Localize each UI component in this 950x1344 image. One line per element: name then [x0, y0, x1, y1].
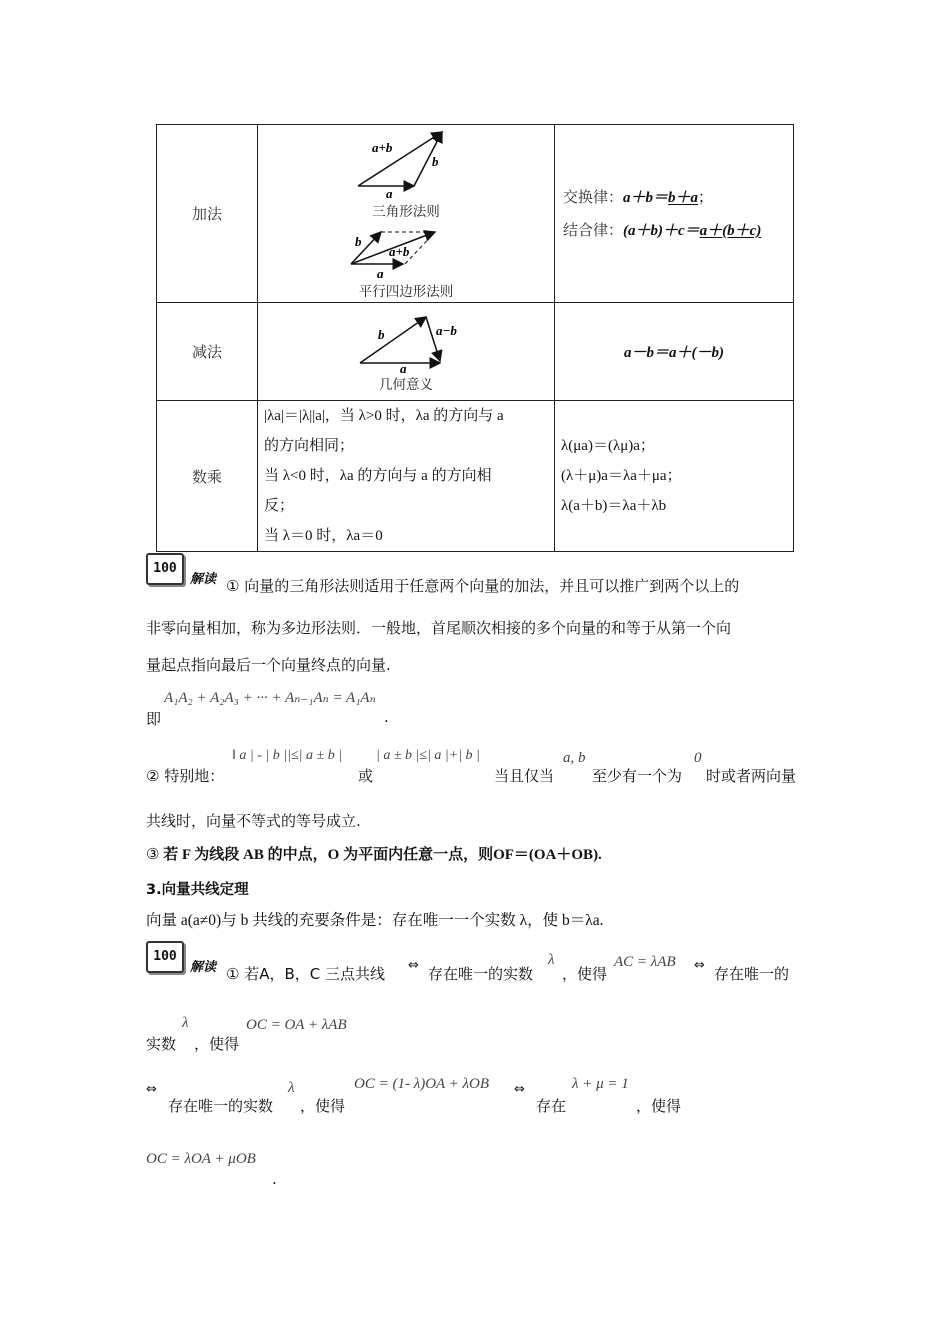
end-dot: . — [272, 1170, 277, 1188]
reading-badge-icon: 100 — [146, 941, 184, 973]
formula-dot: . — [384, 708, 389, 726]
law-rhs: a＋(b＋c) — [699, 222, 762, 239]
when-text: 当且仅当 — [494, 767, 555, 785]
iff-icon: ⇔ — [408, 958, 419, 973]
law-label: 结合律： — [563, 220, 624, 239]
dashed-side — [405, 232, 435, 264]
midpoint-text: 若 F 为线段 AB 的中点，O 为平面内任意一点，则OF＝(OA＋OB). — [159, 847, 602, 863]
associative-law — [563, 214, 792, 247]
circle-three: ③ — [146, 845, 160, 863]
scalar-description — [258, 401, 555, 552]
note1-p2-line2: 共线时，向量不等式的等号成立. — [146, 812, 361, 830]
table-row-addition — [157, 125, 794, 303]
law-end: ； — [698, 189, 714, 206]
label-a: a — [377, 265, 384, 280]
note1-line3: 量起点指向最后一个向量终点的向量. — [146, 656, 391, 674]
formula-oc-2: OC = (1- λ)OA + λOB — [354, 1076, 490, 1092]
ji-label: 即 — [146, 710, 162, 728]
scalar-line: 当 λ<0 时，λa 的方向与 a 的方向相 — [264, 468, 492, 484]
parallelogram-rule-diagram — [341, 224, 471, 280]
vector-b-arrow — [360, 317, 426, 363]
law-rhs: b＋a — [668, 189, 699, 206]
note2-l3b: ，使得 — [300, 1097, 346, 1115]
op-name-addition: 加法 — [157, 125, 258, 303]
label-a-plus-b: a+b — [372, 139, 393, 155]
triangle-rule-diagram — [346, 128, 466, 200]
subtraction-law — [555, 303, 794, 401]
vector-sum-arrow — [358, 132, 442, 186]
scalar-law: λ(μa)＝(λμ)a； — [561, 438, 655, 454]
inequality-1: ‖ a | - | b ||≤| a ± b | — [232, 748, 343, 763]
formula-ac: AC = λAB — [614, 954, 676, 970]
table-row-subtraction — [157, 303, 794, 401]
note2-l2b: ，使得 — [194, 1035, 240, 1053]
label-a: a — [386, 185, 393, 200]
triangle-rule-caption: 三角形法则 — [372, 203, 440, 220]
subtraction-formula: a－b＝a＋(－b) — [624, 345, 724, 361]
special-prefix: ② 特别地： — [146, 767, 225, 785]
inequality-2: | a ± b |≤| a |+| b | — [376, 748, 480, 763]
addition-diagrams — [258, 125, 555, 303]
or-collinear-text: 时或者两向量 — [706, 767, 797, 785]
label-b: b — [378, 326, 385, 342]
commutative-law — [563, 181, 792, 214]
note2-l1b: 存在唯一的实数 — [428, 965, 534, 983]
iff-icon: ⇔ — [514, 1082, 525, 1097]
lambda-symbol: λ — [288, 1080, 295, 1096]
lambda-symbol: λ — [182, 1015, 189, 1031]
law-lhs: a＋b＝ — [623, 189, 669, 206]
formula-oc-3: OC = λOA + μOB — [146, 1151, 256, 1167]
law-lhs: (a＋b)＋c＝ — [623, 222, 700, 239]
reading-label: 解读 — [190, 960, 217, 975]
scalar-laws — [555, 401, 794, 552]
note1-line1: ① 向量的三角形法则适用于任意两个向量的加法，并且可以推广到两个以上的 — [226, 577, 740, 595]
note2-l3a: 存在唯一的实数 — [168, 1097, 274, 1115]
scalar-line: 的方向相同； — [264, 438, 355, 454]
label-a-minus-b: a−b — [436, 322, 457, 338]
or-text: 或 — [358, 767, 374, 785]
note2-l1c: ，使得 — [562, 965, 608, 983]
section3-heading: 3.向量共线定理 — [146, 882, 249, 898]
reading-label: 解读 — [190, 572, 217, 587]
law-label: 交换律： — [563, 187, 624, 206]
parallelogram-rule-caption: 平行四边形法则 — [358, 283, 454, 300]
label-b: b — [355, 233, 362, 249]
subtraction-caption: 几何意义 — [379, 376, 433, 393]
formula-oc-1: OC = OA + λAB — [246, 1017, 347, 1033]
note1-p3 — [146, 843, 602, 864]
reading-badge-icon: 100 — [146, 553, 184, 585]
note2-l3c: 存在 — [536, 1097, 567, 1115]
note2-l1a: ① 若A，B，C 三点共线 — [226, 965, 386, 983]
polygon-sum-formula: A₁A₂ + A₂A₃ + ··· + Aₙ₋₁Aₙ = A₁Aₙ — [164, 690, 376, 706]
vector-operations-table — [156, 124, 794, 552]
label-a-plus-b: a+b — [389, 243, 410, 259]
note1-line2: 非零向量相加，称为多边形法则．一般地，首尾顺次相接的多个向量的和等于从第一个向 — [146, 619, 732, 637]
ab-symbol: a, b — [563, 750, 586, 766]
note2-l3d: ，使得 — [636, 1097, 682, 1115]
scalar-law: (λ＋μ)a＝λa＋μa； — [561, 468, 682, 484]
op-name-scalar: 数乘 — [157, 401, 258, 552]
addition-laws — [555, 125, 794, 303]
collinear-theorem: 向量 a(a≠0)与 b 共线的充要条件是：存在唯一一个实数 λ，使 b＝λa. — [146, 912, 604, 929]
note2-l1d: 存在唯一的 — [714, 965, 790, 983]
lambda-symbol: λ — [548, 952, 555, 968]
zero-vector: 0 — [694, 750, 702, 766]
subtraction-diagram — [346, 311, 466, 373]
atleast-text: 至少有一个为 — [592, 767, 683, 785]
scalar-line: 当 λ＝0 时，λa＝0 — [264, 528, 383, 544]
formula-lambda-mu: λ + μ = 1 — [572, 1076, 629, 1092]
subtraction-diagram-cell — [258, 303, 555, 401]
op-name-subtraction: 减法 — [157, 303, 258, 401]
label-b: b — [432, 153, 439, 169]
scalar-law: λ(a＋b)＝λa＋λb — [561, 498, 667, 514]
scalar-line: |λa|＝|λ||a|，当 λ>0 时，λa 的方向与 a — [264, 408, 504, 424]
iff-icon: ⇔ — [694, 958, 705, 973]
iff-icon: ⇔ — [146, 1082, 157, 1097]
scalar-line: 反； — [264, 498, 295, 514]
label-a: a — [400, 360, 407, 373]
table-row-scalar — [157, 401, 794, 552]
note2-l2a: 实数 — [146, 1035, 177, 1053]
